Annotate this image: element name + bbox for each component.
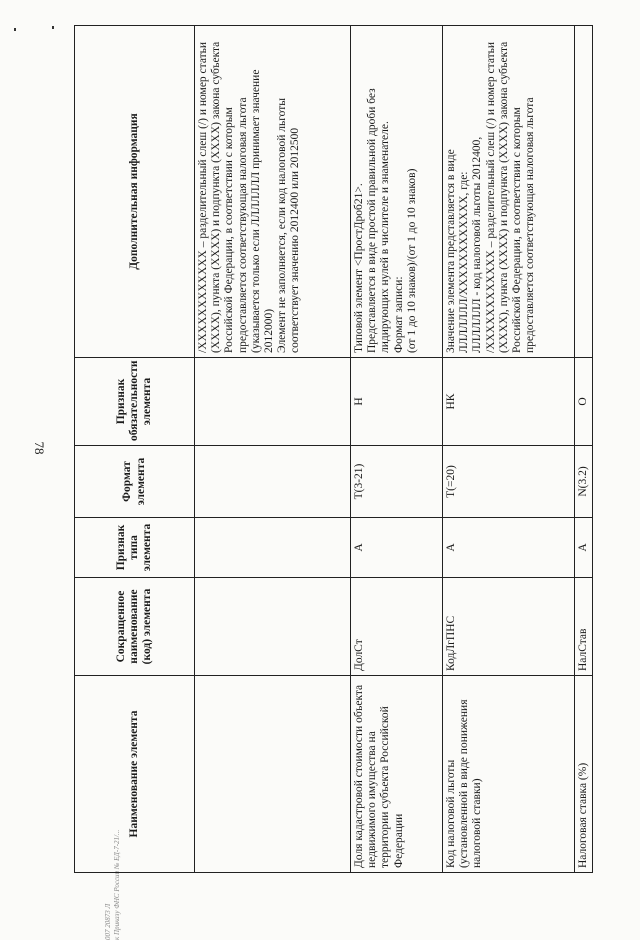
cell-required: О — [575, 358, 593, 446]
info-line: (указывается только если ЛЛЛЛЛЛЛ принимает значение 2012000) — [249, 69, 276, 353]
cell-name: Код налоговой льготы (установленной в виде понижения налоговой ставки) — [443, 676, 575, 873]
info-line: Типовой элемент <ПростДроб21>. — [353, 183, 365, 353]
header-required: Признак обязательности элемента — [75, 358, 195, 446]
cell-info — [443, 26, 575, 358]
cell-type: А — [443, 518, 575, 578]
cell-required: Н — [351, 358, 443, 446]
cell-format — [195, 446, 351, 518]
header-name: Наименование элемента — [75, 676, 195, 873]
info-line: /XXXXXXXXXXXX – разделительный слеш (/) и номер статьи (XXXX), пункта (XXXX) и подпункта (XXXX) закона субъекта Российской Федерации, в соответствии с которым предоставляется соответствующая налоговая льгота — [484, 41, 537, 353]
cell-name — [195, 676, 351, 873]
cell-type: А — [575, 518, 593, 578]
info-line: (от 1 до 10 знаков)/(от 1 до 10 знаков) — [405, 168, 418, 353]
info-line: Значение элемента представляется в виде ЛЛЛЛЛЛЛ/XXXXXXXXXXXX, где: — [445, 149, 471, 353]
cell-name: Доля кадастровой стоимости объекта недвижимого имущества на территории субъекта Российской Федерации — [351, 676, 443, 873]
cell-required: НК — [443, 358, 575, 446]
page-number: 78 — [32, 441, 47, 455]
cell-code: НалСтав — [575, 578, 593, 676]
info-line: ЛЛЛЛЛЛЛ - код налоговой льготы 2012400, — [471, 136, 484, 353]
cell-info — [351, 26, 443, 358]
stamp-line: к Приказу ФНС России № ЕД-7-21/... — [113, 829, 121, 940]
cell-code — [195, 578, 351, 676]
elements-table — [74, 25, 593, 873]
header-format: Формат элемента — [75, 446, 195, 518]
scan-marks — [14, 26, 64, 36]
cell-type: А — [351, 518, 443, 578]
header-code: Сокращенное наименование (код) элемента — [75, 578, 195, 676]
info-line: /XXXXXXXXXXXX – разделительный слеш (/) и номер статьи (XXXX), пункта (XXXX) и подпункта (XXXX) закона субъекта Российской Федерации, в соответствии с которым предоставляется соответствующая налоговая льгота — [197, 41, 249, 353]
stamp-line: 007 20873 Л — [104, 903, 112, 940]
cell-required — [195, 358, 351, 446]
cell-code: ДолСт — [351, 578, 443, 676]
cell-code: КодЛгПНС — [443, 578, 575, 676]
cell-info — [195, 26, 351, 358]
header-type: Признак типа элемента — [75, 518, 195, 578]
cell-format: T(=20) — [443, 446, 575, 518]
info-line: Элемент не заполняется, если код налоговой льготы соответствует значению 2012400 или 2012500 — [276, 97, 302, 353]
cell-name: Налоговая ставка (%) — [575, 676, 593, 873]
info-line: Формат записи: — [392, 276, 405, 353]
header-info: Дополнительная информация — [75, 26, 195, 358]
rotated-page — [74, 26, 589, 873]
info-line: Представляется в виде простой правильной дроби без лидирующих нулей в числителе и знаменателе. — [366, 88, 392, 353]
cell-type — [195, 518, 351, 578]
cell-info — [575, 26, 593, 358]
table-row — [443, 26, 575, 873]
table-row — [195, 26, 351, 873]
cell-format: N(3.2) — [575, 446, 593, 518]
cell-format: T(3-21) — [351, 446, 443, 518]
table-row — [575, 26, 593, 873]
table-row — [351, 26, 443, 873]
table-header-row — [75, 26, 195, 873]
